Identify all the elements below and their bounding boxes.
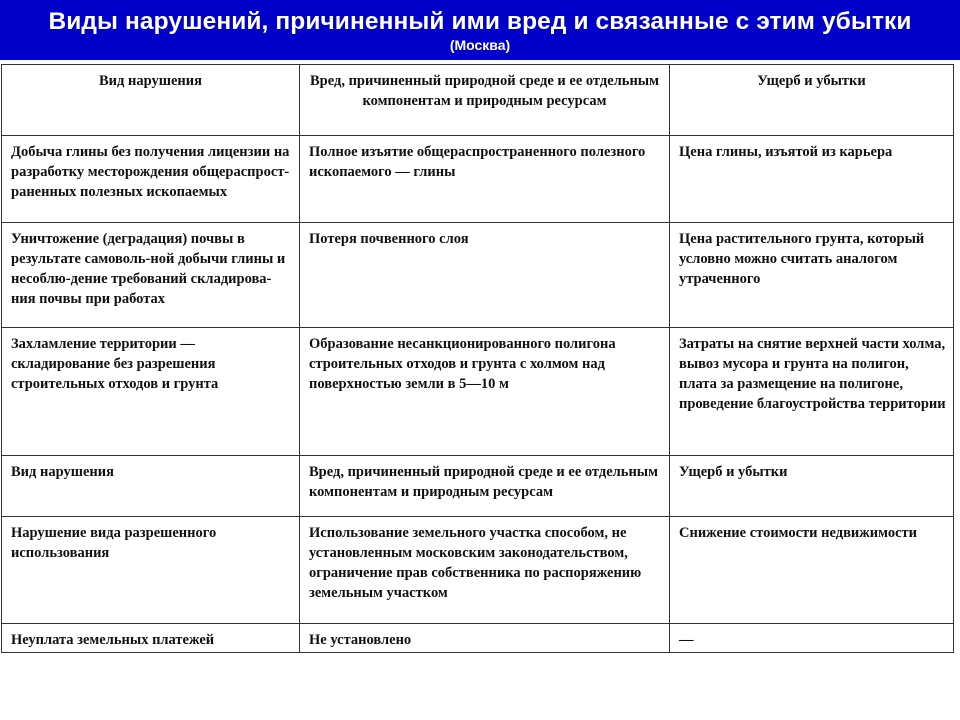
cell-damage: Цена растительного грунта, который условно можно считать аналогом утраченного: [670, 223, 954, 328]
cell-violation: Захламление территории — складирование без разрешения строительных отходов и грунта: [2, 328, 300, 456]
column-header-harm: Вред, причиненный природной среде и ее отдельным компонентам и природным ресурсам: [300, 65, 670, 136]
cell-damage: —: [670, 624, 954, 653]
cell-harm: Не установлено: [300, 624, 670, 653]
cell-harm: Полное изъятие общераспространенного полезного ископаемого — глины: [300, 136, 670, 223]
table-row: [2, 136, 954, 223]
cell-violation: Нарушение вида разрешенного использования: [2, 517, 300, 624]
cell-violation: Неуплата земельных платежей: [2, 624, 300, 653]
cell-damage: Ущерб и убытки: [670, 456, 954, 517]
cell-violation: Уничтожение (деградация) почвы в результате самоволь-ной добычи глины и несоблю-дение требований складирова-ния почвы при работах: [2, 223, 300, 328]
page-subtitle: (Москва): [449, 37, 511, 53]
table-row: [2, 223, 954, 328]
cell-harm: Потеря почвенного слоя: [300, 223, 670, 328]
violations-table: [1, 64, 954, 653]
cell-violation: Вид нарушения: [2, 456, 300, 517]
table-row: [2, 624, 954, 653]
cell-harm: Вред, причиненный природной среде и ее отдельным компонентам и природным ресурсам: [300, 456, 670, 517]
table-row: [2, 456, 954, 517]
column-header-violation: Вид нарушения: [2, 65, 300, 136]
column-header-damage: Ущерб и убытки: [670, 65, 954, 136]
cell-harm: Использование земельного участка способом, не установленным московским законодательством, ограничение прав собственника по распоряжению земельным участком: [300, 517, 670, 624]
title-bar: [0, 0, 960, 60]
page-title: Виды нарушений, причиненный ими вред и связанные с этим убытки: [48, 8, 912, 35]
table-header-row: [2, 65, 954, 136]
table-row: [2, 517, 954, 624]
cell-violation: Добыча глины без получения лицензии на разработку месторождения общераспрост-раненных полезных ископаемых: [2, 136, 300, 223]
cell-damage: Снижение стоимости недвижимости: [670, 517, 954, 624]
cell-damage: Затраты на снятие верхней части холма, вывоз мусора и грунта на полигон, плата за размещение на полигоне, проведение благоустройства территории: [670, 328, 954, 456]
cell-harm: Образование несанкционированного полигона строительных отходов и грунта с холмом над поверхностью земли в 5—10 м: [300, 328, 670, 456]
table-row: [2, 328, 954, 456]
cell-damage: Цена глины, изъятой из карьера: [670, 136, 954, 223]
